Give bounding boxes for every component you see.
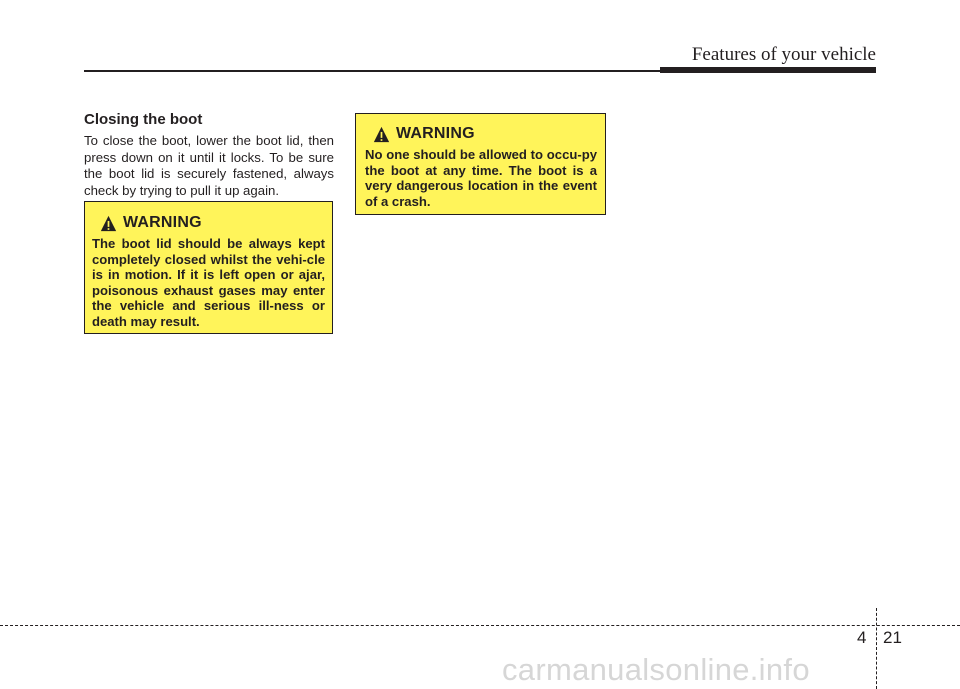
warning-text: The boot lid should be always kept completely closed whilst the vehi-cle is in motion. If it is left open or ajar, poisonous exhaust gases may enter the vehicle and serious ill-ness or death may result. bbox=[92, 236, 325, 329]
warning-title: WARNING bbox=[123, 214, 202, 231]
chapter-number: 4 bbox=[857, 628, 867, 647]
warning-triangle-icon bbox=[100, 215, 117, 232]
footer-divider bbox=[876, 608, 877, 689]
warning-text: No one should be allowed to occu-py the boot at any time. The boot is a very dangerous location in the event of a crash. bbox=[365, 147, 597, 209]
section-heading: Closing the boot bbox=[84, 111, 203, 128]
header-rule-thick bbox=[660, 67, 876, 73]
footer-rule bbox=[0, 625, 960, 626]
watermark: carmanualsonline.info bbox=[502, 652, 810, 687]
header-title: Features of your vehicle bbox=[691, 44, 876, 65]
warning-box-right bbox=[355, 113, 606, 215]
warning-header bbox=[100, 212, 325, 234]
warning-header bbox=[373, 123, 597, 145]
page-number: 21 bbox=[883, 628, 902, 647]
warning-title: WARNING bbox=[396, 125, 475, 142]
warning-box-left bbox=[84, 201, 333, 334]
header-rule-thin bbox=[84, 70, 660, 72]
section-body: To close the boot, lower the boot lid, then press down on it until it locks. To be sure the boot lid is securely fastened, always check by trying to pull it up again. bbox=[84, 133, 334, 198]
warning-triangle-icon bbox=[373, 126, 390, 143]
